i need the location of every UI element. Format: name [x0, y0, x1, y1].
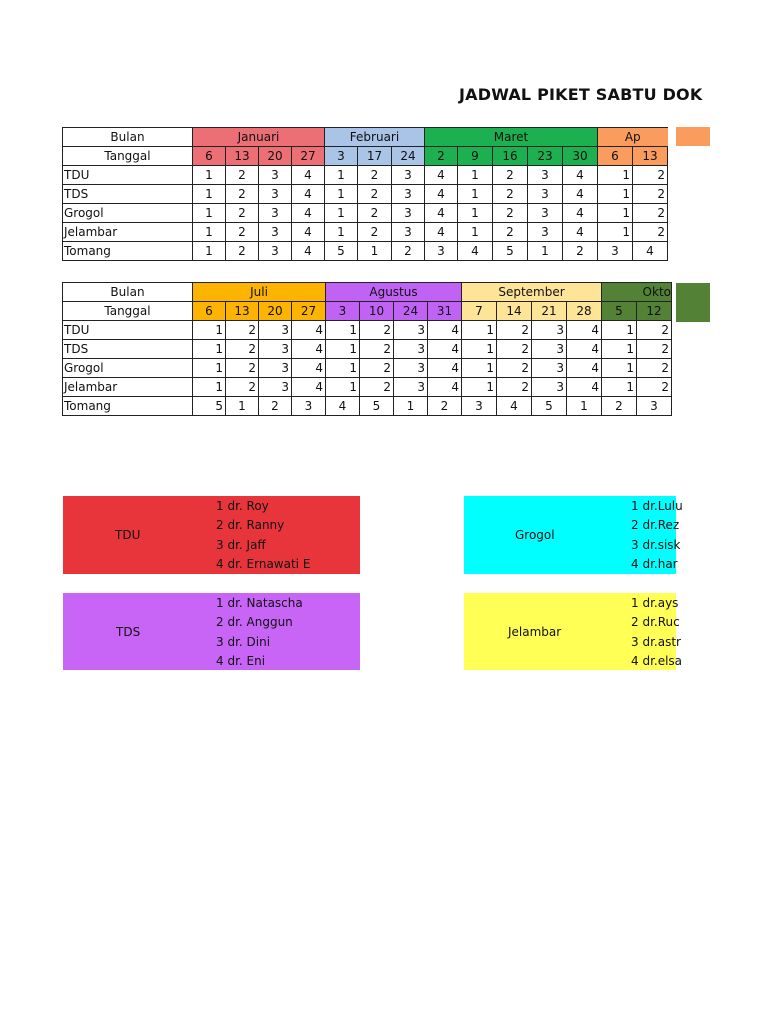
cell: 3: [532, 321, 567, 340]
cell: 4: [458, 242, 493, 261]
cell: 1: [193, 166, 226, 185]
row-label: Grogol: [63, 359, 193, 378]
cell: 1: [602, 321, 637, 340]
cell: 3: [532, 359, 567, 378]
cell: 2: [428, 397, 462, 416]
member: 3 dr. Dini: [216, 634, 271, 649]
cell: 3: [259, 166, 292, 185]
cell: 3: [394, 378, 428, 397]
cell: 3: [392, 204, 425, 223]
table-row: [63, 340, 672, 359]
month-header-april: Ap: [598, 128, 668, 147]
cell: 1: [193, 340, 226, 359]
date-cell: 5: [602, 302, 637, 321]
tanggal-header: Tanggal: [63, 147, 193, 166]
cell: 3: [292, 397, 326, 416]
cell: 4: [425, 185, 458, 204]
cell: 1: [325, 204, 358, 223]
date-cell: 13: [226, 147, 259, 166]
month-row: [63, 283, 672, 302]
cell: 2: [226, 359, 259, 378]
team-name: TDU: [115, 528, 141, 542]
date-cell: 27: [292, 147, 325, 166]
cell: 4: [425, 166, 458, 185]
cell: 3: [392, 185, 425, 204]
cell: 1: [325, 223, 358, 242]
cell: 4: [633, 242, 668, 261]
schedule-table-1: [62, 127, 668, 261]
cell: 4: [428, 378, 462, 397]
cell: 3: [462, 397, 497, 416]
cell: 1: [602, 378, 637, 397]
table-row: [63, 185, 668, 204]
cell: 1: [602, 340, 637, 359]
cell: 3: [392, 223, 425, 242]
date-row: [63, 302, 672, 321]
cell: 2: [637, 378, 672, 397]
cell: 2: [259, 397, 292, 416]
table-row: [63, 223, 668, 242]
cell: 2: [493, 204, 528, 223]
cell: 2: [358, 223, 392, 242]
cell: 4: [292, 242, 325, 261]
cell: 1: [458, 166, 493, 185]
table-row: [63, 397, 672, 416]
cell: 2: [226, 223, 259, 242]
tanggal-header: Tanggal: [63, 302, 193, 321]
member: 1 dr. Natascha: [216, 596, 303, 610]
cell: 2: [637, 359, 672, 378]
date-cell: 27: [292, 302, 326, 321]
cell: 1: [226, 397, 259, 416]
row-label: TDS: [63, 340, 193, 359]
cell: 3: [259, 185, 292, 204]
cell: 4: [292, 359, 326, 378]
member: 4 dr.elsa: [631, 654, 683, 669]
team-box-jelambar: [464, 593, 683, 670]
cell: 1: [326, 340, 360, 359]
date-cell: 3: [325, 147, 358, 166]
date-cell: 6: [193, 302, 226, 321]
table-row: [63, 166, 668, 185]
cell: 3: [528, 185, 563, 204]
date-cell: 2: [425, 147, 458, 166]
cell: 1: [462, 378, 497, 397]
bulan-header: Bulan: [63, 283, 193, 302]
cell: 4: [563, 185, 598, 204]
cell: 1: [325, 166, 358, 185]
cell: 1: [326, 321, 360, 340]
cell: 4: [292, 204, 325, 223]
cell: 3: [259, 321, 292, 340]
cell: 4: [425, 223, 458, 242]
member: 2 dr.Rez: [631, 518, 680, 533]
row-label: Jelambar: [63, 223, 193, 242]
cell: 4: [567, 340, 602, 359]
month-header-overflow-oktober: [676, 283, 710, 322]
member: 2 dr. Ranny: [216, 518, 285, 533]
month-header-agustus: Agustus: [326, 283, 462, 302]
member: 4 dr.har: [631, 557, 678, 572]
row-label: TDS: [63, 185, 193, 204]
cell: 5: [532, 397, 567, 416]
cell: 2: [497, 340, 532, 359]
cell: 2: [360, 321, 394, 340]
cell: 1: [458, 204, 493, 223]
cell: 3: [259, 242, 292, 261]
cell: 2: [633, 223, 668, 242]
date-cell: 6: [598, 147, 633, 166]
cell: 2: [493, 166, 528, 185]
cell: 2: [563, 242, 598, 261]
table-row: [63, 359, 672, 378]
date-cell: 9: [458, 147, 493, 166]
table-row: [63, 204, 668, 223]
cell: 1: [193, 204, 226, 223]
cell: 1: [458, 185, 493, 204]
cell: 1: [325, 185, 358, 204]
cell: 5: [193, 397, 226, 416]
cell: 1: [193, 378, 226, 397]
team-name: TDS: [116, 624, 141, 639]
cell: 3: [259, 359, 292, 378]
cell: 2: [493, 223, 528, 242]
cell: 2: [633, 204, 668, 223]
cell: 2: [226, 166, 259, 185]
cell: 1: [193, 223, 226, 242]
cell: 3: [528, 223, 563, 242]
date-cell: 24: [392, 147, 425, 166]
member: 4 dr. Eni: [216, 654, 266, 669]
cell: 2: [358, 204, 392, 223]
row-label: Tomang: [63, 397, 193, 416]
date-cell: 13: [226, 302, 259, 321]
cell: 5: [360, 397, 394, 416]
date-cell: 3: [326, 302, 360, 321]
cell: 3: [394, 340, 428, 359]
cell: 3: [259, 204, 292, 223]
cell: 2: [358, 166, 392, 185]
cell: 5: [325, 242, 358, 261]
table-row: [63, 378, 672, 397]
month-header-oktober: Okto: [602, 283, 672, 302]
cell: 3: [598, 242, 633, 261]
date-cell: 13: [633, 147, 668, 166]
date-cell: 6: [193, 147, 226, 166]
cell: 4: [563, 223, 598, 242]
cell: 2: [226, 185, 259, 204]
month-row: [63, 128, 668, 147]
date-cell: 12: [637, 302, 672, 321]
cell: 1: [462, 340, 497, 359]
cell: 2: [360, 378, 394, 397]
cell: 4: [292, 166, 325, 185]
date-cell: 10: [360, 302, 394, 321]
cell: 3: [528, 204, 563, 223]
cell: 1: [394, 397, 428, 416]
member: 3 dr.sisk: [631, 537, 681, 552]
cell: 1: [193, 321, 226, 340]
date-cell: 17: [358, 147, 392, 166]
cell: 1: [598, 185, 633, 204]
cell: 3: [392, 166, 425, 185]
cell: 2: [226, 321, 259, 340]
cell: 1: [193, 185, 226, 204]
cell: 2: [493, 185, 528, 204]
cell: 1: [598, 223, 633, 242]
month-header-februari: Februari: [325, 128, 425, 147]
cell: 3: [528, 166, 563, 185]
cell: 4: [292, 340, 326, 359]
month-header-overflow-april: [676, 127, 710, 146]
date-cell: 24: [394, 302, 428, 321]
cell: 2: [633, 166, 668, 185]
cell: 1: [598, 166, 633, 185]
cell: 3: [532, 378, 567, 397]
cell: 2: [497, 359, 532, 378]
date-cell: 14: [497, 302, 532, 321]
cell: 5: [493, 242, 528, 261]
date-cell: 20: [259, 302, 292, 321]
row-label: TDU: [63, 321, 193, 340]
cell: 2: [497, 378, 532, 397]
cell: 3: [425, 242, 458, 261]
cell: 1: [462, 321, 497, 340]
date-cell: 23: [528, 147, 563, 166]
row-label: TDU: [63, 166, 193, 185]
team-box-grogol: [464, 496, 683, 574]
member: 3 dr. Jaff: [216, 537, 266, 552]
cell: 4: [428, 321, 462, 340]
cell: 2: [360, 359, 394, 378]
member: 3 dr.astr: [631, 634, 681, 649]
month-header-september: September: [462, 283, 602, 302]
cell: 3: [394, 321, 428, 340]
cell: 1: [193, 359, 226, 378]
cell: 4: [292, 321, 326, 340]
cell: 4: [567, 378, 602, 397]
team-name: Grogol: [515, 528, 555, 542]
bulan-header: Bulan: [63, 128, 193, 147]
table-row: [63, 321, 672, 340]
date-cell: 28: [567, 302, 602, 321]
cell: 2: [637, 321, 672, 340]
cell: 1: [326, 359, 360, 378]
member: 2 dr.Ruc: [631, 615, 680, 630]
cell: 1: [462, 359, 497, 378]
team-box-tdu: [63, 496, 360, 574]
cell: 2: [392, 242, 425, 261]
row-label: Grogol: [63, 204, 193, 223]
cell: 3: [259, 378, 292, 397]
cell: 4: [292, 223, 325, 242]
team-members: [216, 497, 310, 575]
cell: 4: [567, 321, 602, 340]
date-cell: 21: [532, 302, 567, 321]
cell: 2: [497, 321, 532, 340]
cell: 4: [425, 204, 458, 223]
page-title: JADWAL PIKET SABTU DOK: [459, 85, 703, 104]
member: 1 dr. Roy: [216, 499, 269, 513]
cell: 3: [259, 223, 292, 242]
cell: 4: [292, 185, 325, 204]
cell: 4: [563, 166, 598, 185]
cell: 3: [394, 359, 428, 378]
row-label: Jelambar: [63, 378, 193, 397]
date-cell: 20: [259, 147, 292, 166]
table-row: [63, 242, 668, 261]
date-cell: 30: [563, 147, 598, 166]
cell: 4: [428, 340, 462, 359]
row-label: Tomang: [63, 242, 193, 261]
month-header-januari: Januari: [193, 128, 325, 147]
cell: 2: [602, 397, 637, 416]
cell: 2: [226, 204, 259, 223]
cell: 1: [458, 223, 493, 242]
cell: 1: [567, 397, 602, 416]
cell: 4: [497, 397, 532, 416]
cell: 4: [567, 359, 602, 378]
cell: 1: [326, 378, 360, 397]
cell: 3: [532, 340, 567, 359]
date-cell: 7: [462, 302, 497, 321]
member: 1 dr.ays: [631, 596, 679, 610]
cell: 1: [528, 242, 563, 261]
member: 4 dr. Ernawati E: [216, 557, 311, 572]
cell: 2: [226, 340, 259, 359]
date-row: [63, 147, 668, 166]
cell: 4: [326, 397, 360, 416]
cell: 1: [598, 204, 633, 223]
team-name: Jelambar: [508, 624, 562, 639]
team-members: [216, 594, 303, 672]
team-members: [631, 497, 683, 575]
cell: 4: [428, 359, 462, 378]
member: 2 dr. Anggun: [216, 615, 293, 630]
member: 1 dr.Lulu: [631, 499, 683, 513]
cell: 4: [292, 378, 326, 397]
cell: 2: [360, 340, 394, 359]
cell: 2: [358, 185, 392, 204]
schedule-table-2: [62, 282, 672, 416]
cell: 1: [193, 242, 226, 261]
team-box-tds: [63, 593, 360, 670]
cell: 1: [358, 242, 392, 261]
cell: 2: [226, 242, 259, 261]
cell: 4: [563, 204, 598, 223]
cell: 3: [259, 340, 292, 359]
cell: 2: [226, 378, 259, 397]
cell: 1: [602, 359, 637, 378]
month-header-maret: Maret: [425, 128, 598, 147]
team-members: [631, 594, 682, 672]
date-cell: 16: [493, 147, 528, 166]
cell: 2: [633, 185, 668, 204]
month-header-juli: Juli: [193, 283, 326, 302]
cell: 3: [637, 397, 672, 416]
cell: 2: [637, 340, 672, 359]
date-cell: 31: [428, 302, 462, 321]
